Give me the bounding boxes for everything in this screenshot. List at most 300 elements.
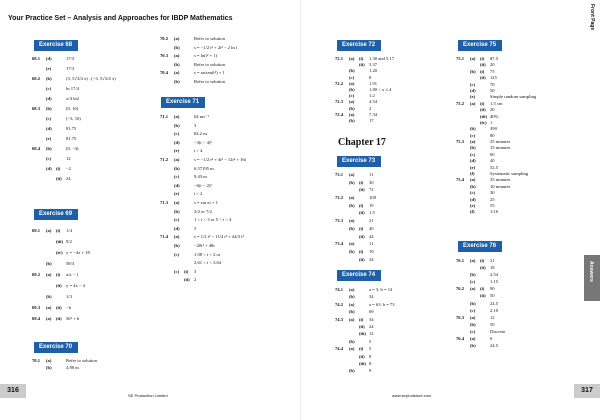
answer-value: 2 xyxy=(194,277,197,283)
answer-value: t < 2 xyxy=(194,191,203,197)
answer-question: 73.3 xyxy=(335,218,344,224)
answer-question: 76.3 xyxy=(456,314,465,320)
answer-part: (a) xyxy=(349,287,355,292)
answer-value: 17 xyxy=(369,117,374,123)
answer-row xyxy=(160,70,237,79)
answer-subpart: (iii) xyxy=(359,360,366,366)
answer-part: (b) xyxy=(349,202,355,208)
answer-value: s = −1/2 t⁴ + 4t³ − 12t² + 16t xyxy=(194,156,246,162)
answer-value: Systematic sampling xyxy=(490,171,529,177)
answer-value: 30 xyxy=(369,179,374,185)
answer-question: 72.1 xyxy=(335,56,344,61)
answer-row xyxy=(335,187,376,195)
answer-row xyxy=(160,62,237,71)
answer-part: (a) xyxy=(349,56,355,61)
answer-row xyxy=(32,86,116,96)
answer-subpart: (i) xyxy=(480,56,485,61)
answer-part: (a) xyxy=(349,346,355,352)
answer-value: 8 xyxy=(369,74,372,80)
answer-question: 73.4 xyxy=(335,241,344,247)
answer-value: π/4 ln2 xyxy=(66,96,79,101)
answer-value: 6 xyxy=(490,336,493,342)
answer-row xyxy=(160,200,246,209)
chapter-17-heading: Chapter 17 xyxy=(338,137,386,148)
answer-value: 1.5 cm xyxy=(490,100,503,106)
answer-value: 9.43 m xyxy=(194,174,207,180)
answer-part: (f) xyxy=(470,209,475,215)
answer-value: 34 xyxy=(369,316,374,322)
answer-part: (d) xyxy=(470,87,476,93)
answer-subpart: (ii) xyxy=(56,305,62,310)
answer-value: 12 xyxy=(369,331,374,337)
answer-part: (f) xyxy=(470,171,475,177)
answer-value: 34 xyxy=(369,294,374,300)
answer-subpart: (ii) xyxy=(480,75,486,81)
answer-row xyxy=(32,116,116,126)
answer-question: 73.1 xyxy=(335,172,344,177)
answers-tab-label: Answers xyxy=(588,261,594,282)
answer-value: 3 xyxy=(194,268,197,274)
answer-value: 5 xyxy=(369,346,372,352)
answer-value: 21 xyxy=(369,218,374,224)
answers-side-tab xyxy=(584,255,600,301)
answer-row xyxy=(335,368,395,375)
answer-part: (a) xyxy=(470,177,476,183)
answer-part: (d) xyxy=(470,158,476,164)
answer-value: y = 4x − 4 xyxy=(66,283,85,288)
answer-part: (a) xyxy=(349,316,355,322)
answer-row xyxy=(32,126,116,136)
answer-row xyxy=(456,258,505,265)
answer-part: (b) xyxy=(349,117,355,123)
answer-value: Discrete xyxy=(490,328,506,334)
answer-value: 2 xyxy=(369,105,372,111)
answer-question: 70.1 xyxy=(32,358,41,363)
answer-row xyxy=(160,140,246,149)
answer-row xyxy=(160,114,246,123)
answer-value: 3/2 or 7/2 xyxy=(194,208,212,214)
answer-row xyxy=(32,261,90,272)
answer-value: 9 xyxy=(369,368,372,374)
answer-part: (a) xyxy=(46,316,52,321)
answer-value: 15 minutes xyxy=(490,145,511,151)
answer-part: (b) xyxy=(174,44,180,50)
answer-row xyxy=(160,243,246,252)
answer-value: 1/4 xyxy=(66,228,72,233)
answer-part: (a) xyxy=(46,358,52,363)
answer-value: 70 xyxy=(490,81,495,87)
answer-part: (b) xyxy=(174,78,180,84)
exercise-76-header: Exercise 76 xyxy=(458,241,502,252)
answer-part: (b) xyxy=(46,76,52,81)
answer-part: (e) xyxy=(470,202,476,208)
exercise-75-header: Exercise 75 xyxy=(458,40,502,51)
answer-row xyxy=(160,45,237,54)
answer-question: 75.1 xyxy=(456,56,465,61)
answer-value: 1.20 xyxy=(369,68,378,74)
answer-part: (b) xyxy=(349,309,355,315)
answer-row xyxy=(32,136,116,146)
answer-part: (a) xyxy=(349,301,355,307)
answer-part: (a) xyxy=(46,228,52,233)
answer-part: (a) xyxy=(470,336,476,342)
answer-row xyxy=(32,106,116,116)
answer-value: 1/3 xyxy=(66,294,72,299)
answer-row xyxy=(335,302,395,309)
answer-part: (a) xyxy=(470,56,476,61)
answer-value: $7.5 xyxy=(490,56,499,61)
answer-part: (d) xyxy=(174,139,180,145)
answer-part: (c) xyxy=(174,131,180,137)
answer-part: (c) xyxy=(46,156,52,161)
answer-part: (b) xyxy=(174,208,180,214)
answer-question: 71.4 xyxy=(160,234,169,240)
answer-value: −3(t − 4)² xyxy=(194,139,212,145)
answer-row xyxy=(32,305,90,316)
answer-row xyxy=(456,308,505,315)
answer-question: 69.3 xyxy=(32,305,41,310)
col1b-answers xyxy=(32,228,90,327)
answer-row xyxy=(335,226,376,234)
answer-value: 4.54 xyxy=(369,99,378,105)
answer-value: 12 xyxy=(490,314,495,320)
answer-subpart: (ii) xyxy=(359,233,365,239)
exercise-71-header: Exercise 71 xyxy=(161,97,205,108)
answer-value: 24 xyxy=(369,323,374,329)
answer-subpart: (i) xyxy=(359,248,364,254)
answer-row xyxy=(335,234,376,242)
answer-subpart: (i) xyxy=(56,272,61,277)
answer-value: s = arctan(t²) + 1 xyxy=(194,70,225,75)
answer-row xyxy=(335,287,395,294)
answer-value: 40 xyxy=(490,158,495,164)
answer-value: 80 xyxy=(490,132,495,138)
col1c-answers xyxy=(32,358,97,372)
answer-value: 50 xyxy=(490,87,495,93)
answer-question: 74.1 xyxy=(335,287,344,292)
answer-value: 6.57195 m xyxy=(194,165,214,171)
answer-value: 24 xyxy=(66,176,71,181)
answer-row xyxy=(160,226,246,235)
answer-part: (a) xyxy=(174,199,180,205)
col4b-answers xyxy=(456,258,505,350)
answer-value: 60 xyxy=(490,151,495,157)
answer-value: 1 < t < 3 or 5 < t < 4 xyxy=(194,217,232,223)
answer-row xyxy=(335,210,376,218)
answer-value: 64 ms⁻¹ xyxy=(194,114,209,119)
exercise-70-header: Exercise 70 xyxy=(34,342,78,353)
answer-row xyxy=(160,131,246,140)
answer-row xyxy=(32,176,116,186)
answer-question: 71.3 xyxy=(160,199,169,205)
website-footer: www.seprodstore.com xyxy=(392,393,432,398)
answer-part: (b) xyxy=(470,272,476,278)
answer-part: (b) xyxy=(46,261,52,266)
answer-row xyxy=(456,301,505,308)
answer-value: 34 xyxy=(369,256,374,262)
answer-row xyxy=(160,269,246,278)
answer-row xyxy=(335,218,376,226)
answer-row xyxy=(456,209,536,215)
answer-part: (a) xyxy=(470,258,476,263)
answer-value: 40 xyxy=(369,225,374,231)
answer-value: 4.88 m xyxy=(66,365,79,370)
answer-value: 55 xyxy=(490,202,495,208)
answer-value: t > 4 xyxy=(194,148,203,154)
answer-subpart: (i) xyxy=(56,228,61,233)
answer-part: (e) xyxy=(174,148,180,154)
answer-value: 1.91 xyxy=(369,80,378,86)
answer-row xyxy=(335,241,376,249)
answer-part: (c) xyxy=(470,132,476,138)
answer-subpart: (i) xyxy=(359,346,364,352)
answer-value: 5 xyxy=(369,338,372,344)
answer-part: (c) xyxy=(470,81,476,87)
answer-value: Refer to solution xyxy=(194,78,225,84)
answer-row xyxy=(335,257,376,265)
answer-row xyxy=(32,239,90,250)
answer-subpart: (i) xyxy=(359,179,364,185)
answer-part: (a) xyxy=(174,114,180,119)
answer-row xyxy=(335,339,395,346)
col1-answers xyxy=(32,56,116,186)
answer-part: (d) xyxy=(174,225,180,231)
answer-row xyxy=(335,361,395,368)
answer-row xyxy=(456,272,505,279)
answer-part: (e) xyxy=(46,66,52,71)
answer-value: 75 xyxy=(490,68,495,74)
answer-subpart: (ii) xyxy=(56,176,62,181)
answer-value: 72 xyxy=(369,187,374,193)
answer-part: (b) xyxy=(46,146,52,151)
answer-part: (c) xyxy=(349,93,355,99)
answer-value: ln 17/4 xyxy=(66,86,79,91)
answer-row xyxy=(335,180,376,188)
answer-value: 35 minutes xyxy=(490,177,511,183)
answer-subpart: (ii) xyxy=(480,265,486,271)
answer-subpart: (ii) xyxy=(184,277,190,283)
answer-value: 50 xyxy=(490,321,495,327)
answer-part: (b) xyxy=(46,106,52,111)
answer-subpart: (ii) xyxy=(56,316,62,321)
answer-question: 76.4 xyxy=(456,336,465,342)
answer-row xyxy=(32,294,90,305)
answer-part: (b) xyxy=(470,343,476,349)
answer-part: (a) xyxy=(349,111,355,117)
answer-row xyxy=(160,174,246,183)
answer-part: (a) xyxy=(349,241,355,247)
answer-subpart: (ii) xyxy=(359,187,365,193)
answer-value: 12 xyxy=(66,156,71,161)
answer-part: (a) xyxy=(174,70,180,75)
front-page-label: Front Page xyxy=(589,4,595,31)
answer-subpart: (i) xyxy=(359,56,364,61)
answer-part: (e) xyxy=(470,94,476,100)
answer-row xyxy=(335,249,376,257)
answer-value: 21 xyxy=(490,258,495,263)
col4-answers xyxy=(456,56,536,216)
answer-subpart: (ii) xyxy=(56,283,62,288)
answer-row xyxy=(335,354,395,361)
answer-value: y = −4x + 18 xyxy=(66,250,90,255)
answer-part: (c) xyxy=(349,74,355,80)
answer-row xyxy=(335,331,395,338)
answer-part: (a) xyxy=(174,234,180,240)
answer-row xyxy=(32,56,116,66)
answer-value: 18 xyxy=(490,265,495,271)
answer-value: 36³ + h xyxy=(66,316,80,321)
answer-row xyxy=(160,123,246,132)
answer-row xyxy=(32,146,116,156)
col2-answers xyxy=(160,36,237,87)
answer-subpart: (i) xyxy=(359,316,364,322)
answer-row xyxy=(32,316,90,327)
answer-part: (b) xyxy=(174,165,180,171)
answer-subpart: (i) xyxy=(480,258,485,263)
answer-row xyxy=(456,322,505,329)
answer-value: 8 xyxy=(369,360,372,366)
answer-question: 74.4 xyxy=(335,346,344,352)
answer-value: 20 xyxy=(490,62,495,68)
answer-row xyxy=(335,346,395,353)
answer-value: 10 minutes xyxy=(490,183,511,189)
answer-part: (b) xyxy=(470,183,476,189)
exercise-72-header: Exercise 72 xyxy=(337,40,381,51)
answer-part: (c) xyxy=(470,328,476,334)
answer-value: (0, 16) xyxy=(66,106,79,111)
answer-value: s = sin πt + 1 xyxy=(194,199,218,205)
answer-row xyxy=(335,309,395,316)
answer-value: Refer to solution xyxy=(66,358,97,363)
answer-value: 390 xyxy=(490,126,497,132)
answer-value: 58/3 xyxy=(66,261,75,266)
answer-row xyxy=(456,315,505,322)
answer-value: 19 xyxy=(369,202,374,208)
answer-row xyxy=(160,234,246,243)
answer-subpart: (i) xyxy=(480,286,485,292)
answer-part: (c) xyxy=(46,86,52,91)
answer-question: 68.1 xyxy=(32,56,41,61)
answer-value: 1.2 xyxy=(369,93,375,99)
answer-row xyxy=(160,157,246,166)
answer-part: (a) xyxy=(349,218,355,224)
answer-question: 70.3 xyxy=(160,53,169,58)
answer-value: (0, −4) xyxy=(66,146,79,151)
answer-subpart: (i) xyxy=(359,202,364,208)
answer-row xyxy=(160,36,237,45)
answer-question: 69.2 xyxy=(32,272,41,277)
answer-value: 30 xyxy=(490,190,495,196)
answer-value: Simple random sampling xyxy=(490,94,537,100)
answer-row xyxy=(160,148,246,157)
answer-row xyxy=(160,183,246,192)
answer-row xyxy=(32,228,90,239)
answer-value: 11 xyxy=(369,172,374,177)
answer-part: (b) xyxy=(349,86,355,92)
answer-row xyxy=(32,250,90,261)
answer-question: 73.2 xyxy=(335,195,344,201)
answer-value: 5 xyxy=(194,225,197,231)
answer-value: a = 3, b = 14 xyxy=(369,287,393,292)
answer-part: (a) xyxy=(46,305,52,310)
answer-question: 69.1 xyxy=(32,228,41,233)
answer-subpart: (iii) xyxy=(56,239,63,244)
answer-row xyxy=(335,324,395,331)
answer-part: (b) xyxy=(174,242,180,248)
answer-row xyxy=(32,96,116,106)
page-number-right: 317 xyxy=(574,384,600,398)
answer-value: 11 xyxy=(369,241,374,247)
answer-question: 75.4 xyxy=(456,177,465,183)
answer-question: 74.3 xyxy=(335,316,344,322)
answer-part: (e) xyxy=(46,136,52,141)
answer-value: 19 xyxy=(369,248,374,254)
answer-question: 68.4 xyxy=(32,146,41,151)
answer-row xyxy=(335,203,376,211)
answer-value: 69 xyxy=(369,309,374,315)
answer-value: 1.30 and 5.17 xyxy=(369,56,395,61)
answer-part: (b) xyxy=(470,68,476,74)
answer-row xyxy=(456,279,505,286)
answer-row xyxy=(456,329,505,336)
answer-value: s = ln(t² + 1) xyxy=(194,53,218,58)
answer-row xyxy=(335,195,376,203)
answer-row xyxy=(32,66,116,76)
answer-value: 1.80 < x ≤ 4 xyxy=(369,86,392,92)
answer-subpart: (iii) xyxy=(359,331,366,337)
answer-row xyxy=(335,294,395,301)
answer-part: (c) xyxy=(46,116,52,121)
answer-part: (b) xyxy=(349,68,355,74)
answer-part: (b) xyxy=(470,321,476,327)
exercise-73-header: Exercise 73 xyxy=(337,156,381,167)
answer-value: 20 xyxy=(490,107,495,113)
answer-part: (b) xyxy=(349,105,355,111)
answer-subpart: (i) xyxy=(184,268,189,274)
answer-part: (a) xyxy=(349,99,355,105)
answer-part: (b) xyxy=(349,338,355,344)
answer-value: Refer to solution xyxy=(194,61,225,67)
answer-row xyxy=(335,317,395,324)
answer-part: (a) xyxy=(46,272,52,277)
answer-row xyxy=(456,286,505,293)
answer-value: Refer to solution xyxy=(194,36,225,41)
answer-value: s = 1/2 t³ − 11/4 t² + 44/3 t³ xyxy=(194,234,244,240)
answer-part: (a) xyxy=(349,80,355,86)
answer-row xyxy=(335,118,394,124)
answer-subpart: (ii) xyxy=(480,107,486,113)
answer-question: 68.3 xyxy=(32,106,41,111)
answer-subpart: (ii) xyxy=(359,353,365,359)
answer-value: 125 xyxy=(490,75,497,81)
answer-row xyxy=(160,79,237,88)
answer-row xyxy=(160,53,237,62)
answer-part: (c) xyxy=(174,251,180,257)
answer-question: 72.4 xyxy=(335,111,344,117)
answer-question: 68.2 xyxy=(32,76,41,81)
answer-value: 1/16 xyxy=(490,209,499,215)
answer-part: (b) xyxy=(349,225,355,231)
answer-subpart: (ii) xyxy=(359,256,365,262)
answer-subpart: (ii) xyxy=(359,323,365,329)
answer-row xyxy=(160,191,246,200)
answer-subpart: (i) xyxy=(480,68,485,74)
answer-question: 72.2 xyxy=(335,80,344,86)
answer-row xyxy=(32,283,90,294)
answer-part: (c) xyxy=(174,174,180,180)
answer-row xyxy=(32,166,116,176)
answer-part: (d) xyxy=(46,96,52,101)
